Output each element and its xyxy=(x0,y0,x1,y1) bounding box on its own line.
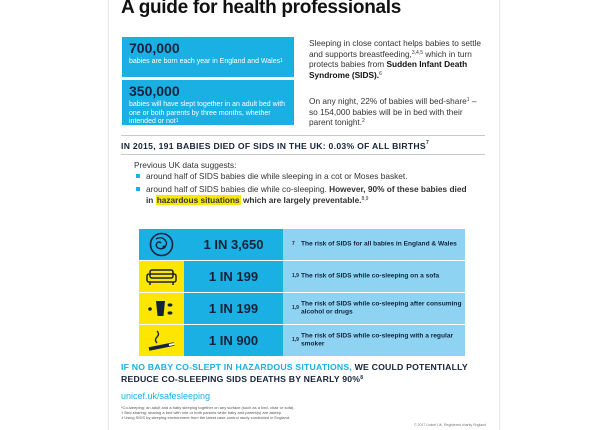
risk-ratio: 1 IN 3,650 xyxy=(184,229,283,260)
footnote: *Co-sleeping: an adult and a baby sleeping together on any surface (such as a bed, chair or sofa). xyxy=(121,405,295,410)
page-title: A guide for health professionals xyxy=(121,0,402,18)
stat-caption: babies are born each year in England and Wales$^1$ xyxy=(129,58,283,65)
risk-ratio: 1 IN 900 xyxy=(184,325,283,356)
stat-box-slept-together xyxy=(122,80,294,125)
bullet-marker xyxy=(136,187,140,191)
divider xyxy=(121,154,485,155)
sids-heading: IN 2015, 191 BABIES DIED OF SIDS IN THE UK: 0.03% OF ALL BIRTHS$^7$ xyxy=(121,140,430,151)
safesleeping-link[interactable]: unicef.uk/safesleeping xyxy=(121,391,211,401)
page-edge-left xyxy=(108,0,109,430)
stat-number: 350,000 xyxy=(129,83,180,99)
risk-description: The risk of SIDS while co-sleeping on a sofa $^{1,9}$ xyxy=(283,261,465,292)
risk-row-smoker xyxy=(139,325,465,356)
risk-row-all-babies xyxy=(139,229,465,260)
risk-ratio: 1 IN 199 xyxy=(184,293,283,324)
intro-paragraph-2: On any night, 22% of babies will bed-share$^1$ – so 154,000 babies will be in bed with their parent tonight.$^2$ xyxy=(309,96,477,127)
conclusion-statement: IF NO BABY CO-SLEPT IN HAZARDOUS SITUATIONS, WE COULD POTENTIALLY REDUCE CO-SLEEPING SIDS DEATHS BY NEARLY 90%$^8$ xyxy=(121,362,468,384)
highlight-hazardous: hazardous situations xyxy=(156,195,240,205)
intro-paragraph: Sleeping in close contact helps babies to settle and supports breastfeeding,$^{3,4,5}$ which in turn protects babies from Sudden Infant Death Syndrome (SIDS).$^6$ xyxy=(309,38,482,80)
previous-data-label: Previous UK data suggests: xyxy=(134,160,237,170)
sofa-icon xyxy=(139,261,184,292)
page-edge-right xyxy=(499,0,500,430)
baby-icon xyxy=(139,229,184,260)
risk-description: The risk of SIDS for all babies in England & Wales $^7$ xyxy=(283,229,465,260)
alcohol-drugs-icon xyxy=(139,293,184,324)
footnote: † Bed-sharing: sharing a bed with one or both parents while baby and parent(s) are asleep. xyxy=(121,410,283,415)
risk-ratio: 1 IN 199 xyxy=(184,261,283,292)
risk-description: The risk of SIDS while co-sleeping after consuming alcohol or drugs $^{1,9}$ xyxy=(283,293,465,324)
risk-row-alcohol-drugs xyxy=(139,293,465,324)
risk-description: The risk of SIDS while co-sleeping with a regular smoker $^{1,9}$ xyxy=(283,325,465,356)
stat-box-births xyxy=(122,37,294,77)
stat-caption: babies will have slept together in an adult bed with one or both parents by three months, whether intended or not$^1$ xyxy=(129,101,286,125)
divider xyxy=(121,135,485,136)
risk-row-sofa xyxy=(139,261,465,292)
copyright: © 2017 Unicef UK. Registered charity England xyxy=(414,423,487,427)
stat-number: 700,000 xyxy=(129,40,180,56)
footnote: ‡ Using SIDS by sleeping environment from the latest case-control study conducted in England. xyxy=(121,415,291,420)
list-item: around half of SIDS babies die while co-sleeping. However, 90% of these babies died in hazardous situations which are largely preventable.$^{8,9}$ xyxy=(136,184,476,208)
bullet-marker xyxy=(136,174,140,178)
cigarette-icon xyxy=(139,325,184,356)
